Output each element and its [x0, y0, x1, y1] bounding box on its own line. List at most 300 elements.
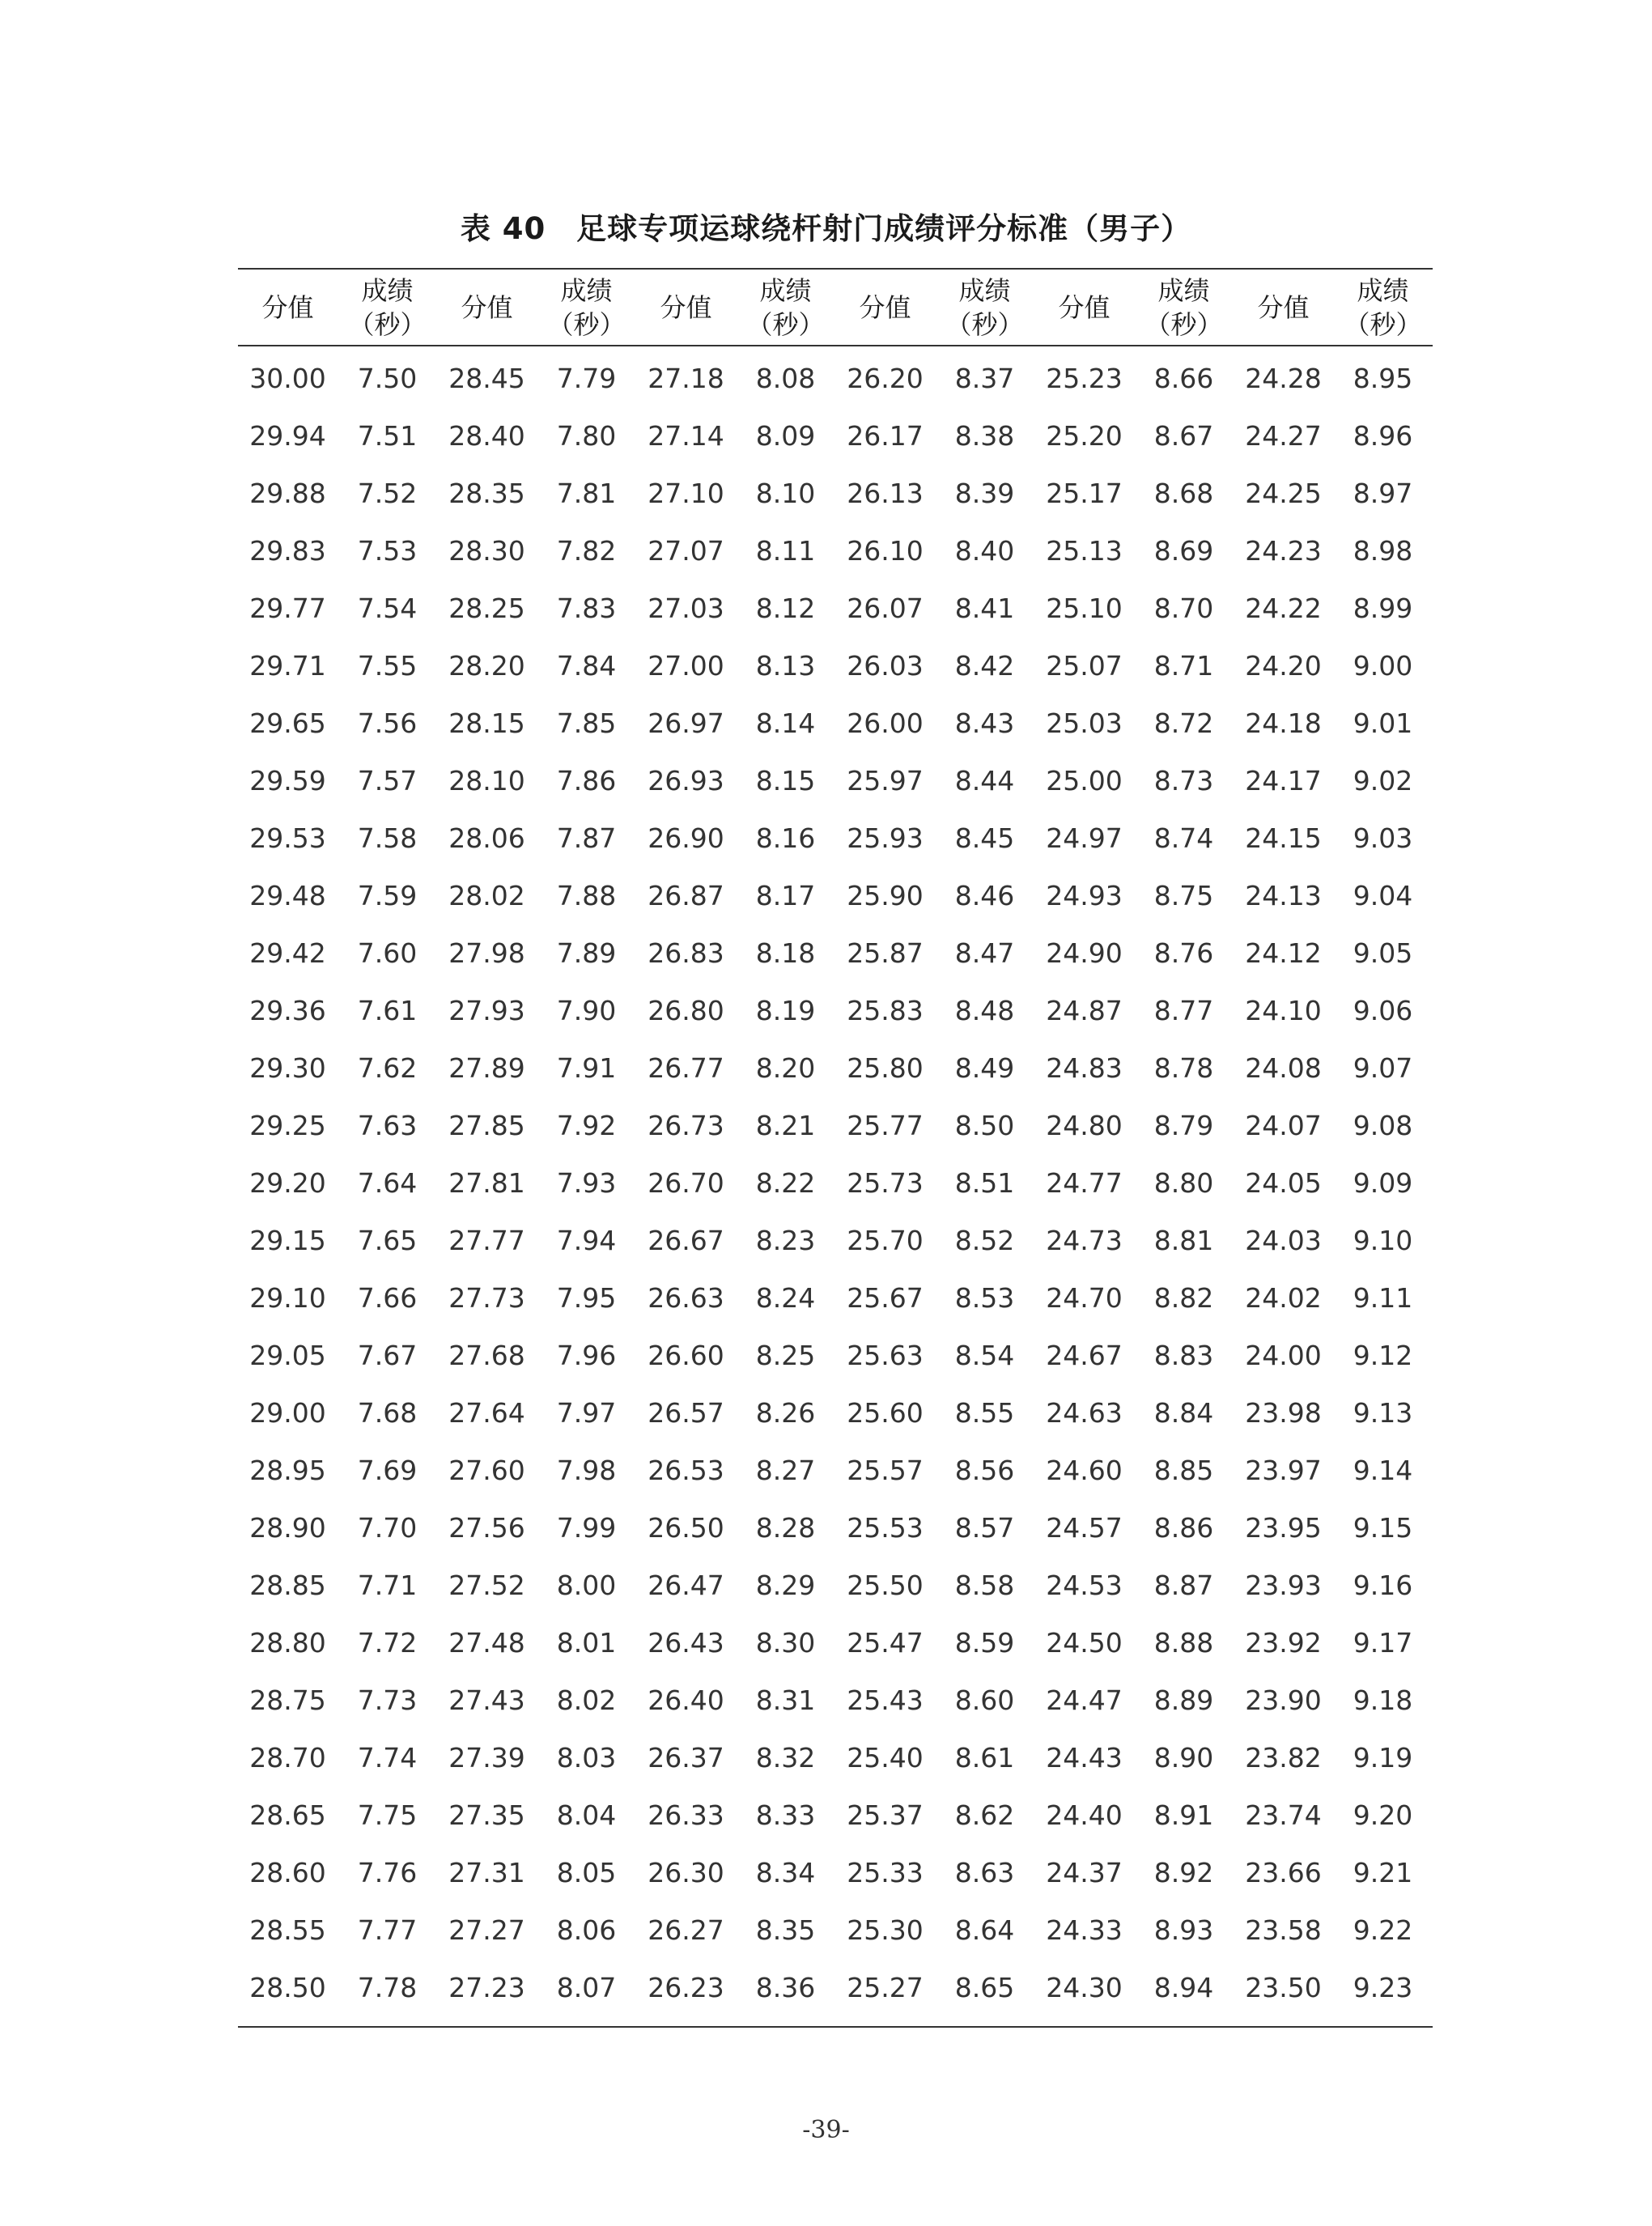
result-cell: 8.17	[755, 880, 816, 911]
result-cell: 8.72	[1153, 707, 1214, 739]
score-cell: 24.60	[1046, 1455, 1123, 1486]
result-cell: 7.62	[357, 1052, 418, 1084]
header-result-label: 成绩	[1157, 274, 1210, 306]
result-cell: 9.03	[1353, 822, 1413, 854]
result-cell: 8.18	[755, 937, 816, 969]
header-result-unit: （秒）	[1145, 308, 1223, 340]
result-cell: 7.87	[556, 822, 617, 854]
score-cell: 23.97	[1245, 1455, 1322, 1486]
result-cell: 8.42	[954, 650, 1015, 682]
score-cell: 24.63	[1046, 1397, 1123, 1429]
result-cell: 8.24	[755, 1282, 816, 1314]
table-row	[238, 1672, 1433, 1729]
score-cell: 25.67	[847, 1282, 924, 1314]
result-cell: 8.60	[954, 1684, 1015, 1716]
result-cell: 8.12	[755, 593, 816, 624]
result-cell: 8.73	[1153, 765, 1214, 797]
header-score: 分值	[1058, 291, 1111, 323]
score-cell: 27.73	[448, 1282, 525, 1314]
result-cell: 7.51	[357, 420, 418, 452]
result-cell: 9.05	[1353, 937, 1413, 969]
score-cell: 26.10	[847, 535, 924, 567]
score-cell: 24.67	[1046, 1340, 1123, 1371]
header-score: 分值	[261, 291, 314, 323]
table-row	[238, 1499, 1433, 1557]
result-cell: 8.01	[556, 1627, 617, 1659]
result-cell: 8.97	[1353, 478, 1413, 509]
score-cell: 26.47	[648, 1570, 724, 1601]
result-cell: 8.27	[755, 1455, 816, 1486]
result-cell: 7.96	[556, 1340, 617, 1371]
result-cell: 7.80	[556, 420, 617, 452]
score-cell: 26.70	[648, 1167, 724, 1199]
score-cell: 28.75	[249, 1684, 326, 1716]
result-cell: 8.90	[1153, 1742, 1214, 1774]
score-cell: 27.89	[448, 1052, 525, 1084]
result-cell: 7.79	[556, 363, 617, 394]
result-cell: 8.52	[954, 1225, 1015, 1256]
result-cell: 8.88	[1153, 1627, 1214, 1659]
result-cell: 8.69	[1153, 535, 1214, 567]
table-row	[238, 1442, 1433, 1499]
header-result-label: 成绩	[759, 274, 812, 306]
header-result	[1333, 269, 1433, 346]
score-cell: 26.73	[648, 1110, 724, 1141]
result-cell: 8.65	[954, 1972, 1015, 2003]
result-cell: 9.20	[1353, 1799, 1413, 1831]
result-cell: 8.76	[1153, 937, 1214, 969]
result-cell: 8.61	[954, 1742, 1015, 1774]
result-cell: 8.96	[1353, 420, 1413, 452]
result-cell: 8.56	[954, 1455, 1015, 1486]
header-result-label: 成绩	[1357, 274, 1409, 306]
score-cell: 27.93	[448, 995, 525, 1026]
result-cell: 8.29	[755, 1570, 816, 1601]
result-cell: 7.65	[357, 1225, 418, 1256]
score-cell: 23.92	[1245, 1627, 1322, 1659]
score-cell: 24.80	[1046, 1110, 1123, 1141]
score-cell: 24.27	[1245, 420, 1322, 452]
result-cell: 8.28	[755, 1512, 816, 1544]
score-cell: 26.60	[648, 1340, 724, 1371]
score-cell: 26.93	[648, 765, 724, 797]
result-cell: 8.15	[755, 765, 816, 797]
table-row	[238, 1844, 1433, 1901]
result-cell: 8.85	[1153, 1455, 1214, 1486]
table-header	[238, 269, 1433, 346]
score-cell: 25.10	[1046, 593, 1123, 624]
score-cell: 29.25	[249, 1110, 326, 1141]
result-cell: 8.31	[755, 1684, 816, 1716]
table-row	[238, 809, 1433, 867]
result-cell: 7.86	[556, 765, 617, 797]
table-row	[238, 346, 1433, 407]
result-cell: 9.13	[1353, 1397, 1413, 1429]
score-cell: 27.81	[448, 1167, 525, 1199]
score-cell: 26.00	[847, 707, 924, 739]
table-row	[238, 867, 1433, 924]
score-cell: 26.87	[648, 880, 724, 911]
result-cell: 9.23	[1353, 1972, 1413, 2003]
result-cell: 8.47	[954, 937, 1015, 969]
score-cell: 26.17	[847, 420, 924, 452]
score-cell: 25.33	[847, 1857, 924, 1888]
score-cell: 23.95	[1245, 1512, 1322, 1544]
table-row	[238, 1729, 1433, 1786]
result-cell: 7.70	[357, 1512, 418, 1544]
score-cell: 27.14	[648, 420, 724, 452]
score-cell: 25.23	[1046, 363, 1123, 394]
result-cell: 8.78	[1153, 1052, 1214, 1084]
score-cell: 24.17	[1245, 765, 1322, 797]
score-cell: 23.50	[1245, 1972, 1322, 2003]
score-cell: 27.48	[448, 1627, 525, 1659]
result-cell: 8.34	[755, 1857, 816, 1888]
score-cell: 25.40	[847, 1742, 924, 1774]
result-cell: 9.22	[1353, 1914, 1413, 1946]
result-cell: 8.03	[556, 1742, 617, 1774]
score-cell: 25.17	[1046, 478, 1123, 509]
result-cell: 8.84	[1153, 1397, 1214, 1429]
result-cell: 8.68	[1153, 478, 1214, 509]
result-cell: 9.16	[1353, 1570, 1413, 1601]
score-cell: 24.33	[1046, 1914, 1123, 1946]
result-cell: 7.75	[357, 1799, 418, 1831]
result-cell: 8.77	[1153, 995, 1214, 1026]
result-cell: 8.79	[1153, 1110, 1214, 1141]
result-cell: 7.89	[556, 937, 617, 969]
result-cell: 7.61	[357, 995, 418, 1026]
score-cell: 27.10	[648, 478, 724, 509]
table-row	[238, 637, 1433, 695]
score-cell: 25.73	[847, 1167, 924, 1199]
result-cell: 8.91	[1153, 1799, 1214, 1831]
score-cell: 28.45	[448, 363, 525, 394]
page-number: -39-	[802, 2116, 850, 2144]
score-cell: 28.85	[249, 1570, 326, 1601]
score-standard-table	[238, 268, 1433, 2028]
result-cell: 9.14	[1353, 1455, 1413, 1486]
result-cell: 8.98	[1353, 535, 1413, 567]
result-cell: 8.21	[755, 1110, 816, 1141]
result-cell: 8.04	[556, 1799, 617, 1831]
result-cell: 8.14	[755, 707, 816, 739]
score-cell: 24.73	[1046, 1225, 1123, 1256]
score-cell: 26.07	[847, 593, 924, 624]
score-cell: 27.07	[648, 535, 724, 567]
score-cell: 27.77	[448, 1225, 525, 1256]
score-cell: 28.95	[249, 1455, 326, 1486]
result-cell: 8.89	[1153, 1684, 1214, 1716]
score-cell: 28.70	[249, 1742, 326, 1774]
header-result	[935, 269, 1034, 346]
table-row	[238, 1154, 1433, 1212]
result-cell: 8.33	[755, 1799, 816, 1831]
result-cell: 8.50	[954, 1110, 1015, 1141]
result-cell: 7.50	[357, 363, 418, 394]
result-cell: 8.51	[954, 1167, 1015, 1199]
result-cell: 8.16	[755, 822, 816, 854]
score-cell: 25.47	[847, 1627, 924, 1659]
result-cell: 7.82	[556, 535, 617, 567]
score-cell: 26.20	[847, 363, 924, 394]
result-cell: 9.00	[1353, 650, 1413, 682]
score-cell: 28.40	[448, 420, 525, 452]
score-cell: 24.10	[1245, 995, 1322, 1026]
score-cell: 30.00	[249, 363, 326, 394]
result-cell: 8.74	[1153, 822, 1214, 854]
score-cell: 27.18	[648, 363, 724, 394]
score-cell: 24.23	[1245, 535, 1322, 567]
result-cell: 7.57	[357, 765, 418, 797]
score-cell: 24.97	[1046, 822, 1123, 854]
score-cell: 24.47	[1046, 1684, 1123, 1716]
result-cell: 9.01	[1353, 707, 1413, 739]
score-cell: 27.35	[448, 1799, 525, 1831]
result-cell: 8.08	[755, 363, 816, 394]
score-cell: 25.80	[847, 1052, 924, 1084]
result-cell: 8.58	[954, 1570, 1015, 1601]
score-cell: 29.42	[249, 937, 326, 969]
score-cell: 24.90	[1046, 937, 1123, 969]
table-row	[238, 1212, 1433, 1269]
result-cell: 8.13	[755, 650, 816, 682]
result-cell: 8.81	[1153, 1225, 1214, 1256]
score-cell: 25.70	[847, 1225, 924, 1256]
result-cell: 8.86	[1153, 1512, 1214, 1544]
score-cell: 24.22	[1245, 593, 1322, 624]
result-cell: 8.19	[755, 995, 816, 1026]
result-cell: 8.95	[1353, 363, 1413, 394]
table-row	[238, 695, 1433, 752]
score-cell: 28.20	[448, 650, 525, 682]
score-cell: 25.37	[847, 1799, 924, 1831]
result-cell: 8.93	[1153, 1914, 1214, 1946]
result-cell: 7.67	[357, 1340, 418, 1371]
header-row	[238, 269, 1433, 346]
table-row	[238, 1557, 1433, 1614]
score-cell: 28.50	[249, 1972, 326, 2003]
result-cell: 8.94	[1153, 1972, 1214, 2003]
result-cell: 7.58	[357, 822, 418, 854]
result-cell: 8.80	[1153, 1167, 1214, 1199]
score-cell: 26.80	[648, 995, 724, 1026]
header-result-unit: （秒）	[1344, 308, 1422, 340]
score-cell: 26.43	[648, 1627, 724, 1659]
score-cell: 27.23	[448, 1972, 525, 2003]
score-cell: 26.03	[847, 650, 924, 682]
table-row	[238, 1327, 1433, 1384]
score-cell: 24.18	[1245, 707, 1322, 739]
score-cell: 29.65	[249, 707, 326, 739]
header-score: 分值	[461, 291, 513, 323]
score-cell: 26.30	[648, 1857, 724, 1888]
result-cell: 8.41	[954, 593, 1015, 624]
result-cell: 8.22	[755, 1167, 816, 1199]
score-cell: 25.43	[847, 1684, 924, 1716]
result-cell: 8.55	[954, 1397, 1015, 1429]
score-cell: 26.97	[648, 707, 724, 739]
score-cell: 27.52	[448, 1570, 525, 1601]
table-row	[238, 1901, 1433, 1959]
result-cell: 7.94	[556, 1225, 617, 1256]
result-cell: 8.83	[1153, 1340, 1214, 1371]
table-row	[238, 1786, 1433, 1844]
header-result-unit: （秒）	[348, 308, 427, 340]
result-cell: 8.40	[954, 535, 1015, 567]
table-row	[238, 407, 1433, 465]
result-cell: 8.10	[755, 478, 816, 509]
score-cell: 26.40	[648, 1684, 724, 1716]
result-cell: 8.49	[954, 1052, 1015, 1084]
score-cell: 23.90	[1245, 1684, 1322, 1716]
header-result	[736, 269, 835, 346]
header-result-label: 成绩	[560, 274, 613, 306]
score-cell: 27.43	[448, 1684, 525, 1716]
result-cell: 9.09	[1353, 1167, 1413, 1199]
result-cell: 8.09	[755, 420, 816, 452]
header-result-label: 成绩	[361, 274, 414, 306]
score-cell: 26.90	[648, 822, 724, 854]
score-cell: 26.33	[648, 1799, 724, 1831]
score-cell: 25.53	[847, 1512, 924, 1544]
table-row	[238, 1614, 1433, 1672]
score-cell: 28.06	[448, 822, 525, 854]
result-cell: 7.52	[357, 478, 418, 509]
result-cell: 7.81	[556, 478, 617, 509]
score-cell: 29.88	[249, 478, 326, 509]
score-cell: 25.03	[1046, 707, 1123, 739]
score-cell: 24.37	[1046, 1857, 1123, 1888]
result-cell: 8.25	[755, 1340, 816, 1371]
score-cell: 24.25	[1245, 478, 1322, 509]
score-cell: 25.57	[847, 1455, 924, 1486]
result-cell: 8.92	[1153, 1857, 1214, 1888]
result-cell: 9.10	[1353, 1225, 1413, 1256]
result-cell: 8.44	[954, 765, 1015, 797]
score-cell: 24.02	[1245, 1282, 1322, 1314]
score-cell: 24.77	[1046, 1167, 1123, 1199]
header-score: 分值	[660, 291, 712, 323]
score-cell: 24.20	[1245, 650, 1322, 682]
header-result	[1134, 269, 1234, 346]
score-cell: 28.55	[249, 1914, 326, 1946]
score-cell: 25.93	[847, 822, 924, 854]
score-cell: 25.27	[847, 1972, 924, 2003]
score-cell: 25.13	[1046, 535, 1123, 567]
score-cell: 28.80	[249, 1627, 326, 1659]
score-cell: 26.53	[648, 1455, 724, 1486]
score-cell: 27.68	[448, 1340, 525, 1371]
score-cell: 24.08	[1245, 1052, 1322, 1084]
score-cell: 24.70	[1046, 1282, 1123, 1314]
score-cell: 25.97	[847, 765, 924, 797]
result-cell: 7.66	[357, 1282, 418, 1314]
result-cell: 7.55	[357, 650, 418, 682]
score-cell: 25.77	[847, 1110, 924, 1141]
table-row	[238, 982, 1433, 1039]
result-cell: 8.53	[954, 1282, 1015, 1314]
result-cell: 8.82	[1153, 1282, 1214, 1314]
score-cell: 23.93	[1245, 1570, 1322, 1601]
result-cell: 8.63	[954, 1857, 1015, 1888]
score-cell: 24.28	[1245, 363, 1322, 394]
result-cell: 8.71	[1153, 650, 1214, 682]
score-cell: 28.90	[249, 1512, 326, 1544]
score-cell: 27.39	[448, 1742, 525, 1774]
result-cell: 7.53	[357, 535, 418, 567]
table-row	[238, 1269, 1433, 1327]
result-cell: 8.36	[755, 1972, 816, 2003]
score-cell: 27.64	[448, 1397, 525, 1429]
result-cell: 7.69	[357, 1455, 418, 1486]
score-cell: 26.63	[648, 1282, 724, 1314]
result-cell: 7.97	[556, 1397, 617, 1429]
result-cell: 8.45	[954, 822, 1015, 854]
result-cell: 8.66	[1153, 363, 1214, 394]
score-cell: 23.74	[1245, 1799, 1322, 1831]
score-cell: 29.77	[249, 593, 326, 624]
result-cell: 7.54	[357, 593, 418, 624]
score-cell: 27.85	[448, 1110, 525, 1141]
result-cell: 7.68	[357, 1397, 418, 1429]
score-cell: 28.35	[448, 478, 525, 509]
result-cell: 7.63	[357, 1110, 418, 1141]
score-cell: 29.59	[249, 765, 326, 797]
table-row	[238, 1384, 1433, 1442]
table-row	[238, 522, 1433, 580]
score-cell: 25.87	[847, 937, 924, 969]
score-cell: 29.53	[249, 822, 326, 854]
result-cell: 8.54	[954, 1340, 1015, 1371]
score-cell: 23.66	[1245, 1857, 1322, 1888]
score-cell: 24.83	[1046, 1052, 1123, 1084]
score-cell: 26.37	[648, 1742, 724, 1774]
result-cell: 7.72	[357, 1627, 418, 1659]
result-cell: 9.08	[1353, 1110, 1413, 1141]
score-cell: 27.03	[648, 593, 724, 624]
header-result	[537, 269, 636, 346]
score-cell: 24.13	[1245, 880, 1322, 911]
score-cell: 25.00	[1046, 765, 1123, 797]
score-cell: 25.60	[847, 1397, 924, 1429]
score-cell: 24.07	[1245, 1110, 1322, 1141]
score-cell: 27.98	[448, 937, 525, 969]
result-cell: 7.56	[357, 707, 418, 739]
score-cell: 26.67	[648, 1225, 724, 1256]
score-cell: 25.07	[1046, 650, 1123, 682]
score-cell: 26.83	[648, 937, 724, 969]
result-cell: 8.00	[556, 1570, 617, 1601]
score-cell: 23.82	[1245, 1742, 1322, 1774]
score-cell: 23.58	[1245, 1914, 1322, 1946]
score-cell: 24.87	[1046, 995, 1123, 1026]
result-cell: 8.02	[556, 1684, 617, 1716]
score-cell: 24.00	[1245, 1340, 1322, 1371]
table-row	[238, 465, 1433, 522]
result-cell: 8.20	[755, 1052, 816, 1084]
header-result-unit: （秒）	[547, 308, 626, 340]
result-cell: 7.98	[556, 1455, 617, 1486]
result-cell: 8.67	[1153, 420, 1214, 452]
header-result	[338, 269, 437, 346]
result-cell: 8.46	[954, 880, 1015, 911]
result-cell: 7.77	[357, 1914, 418, 1946]
result-cell: 7.92	[556, 1110, 617, 1141]
result-cell: 8.37	[954, 363, 1015, 394]
result-cell: 7.84	[556, 650, 617, 682]
score-cell: 24.40	[1046, 1799, 1123, 1831]
